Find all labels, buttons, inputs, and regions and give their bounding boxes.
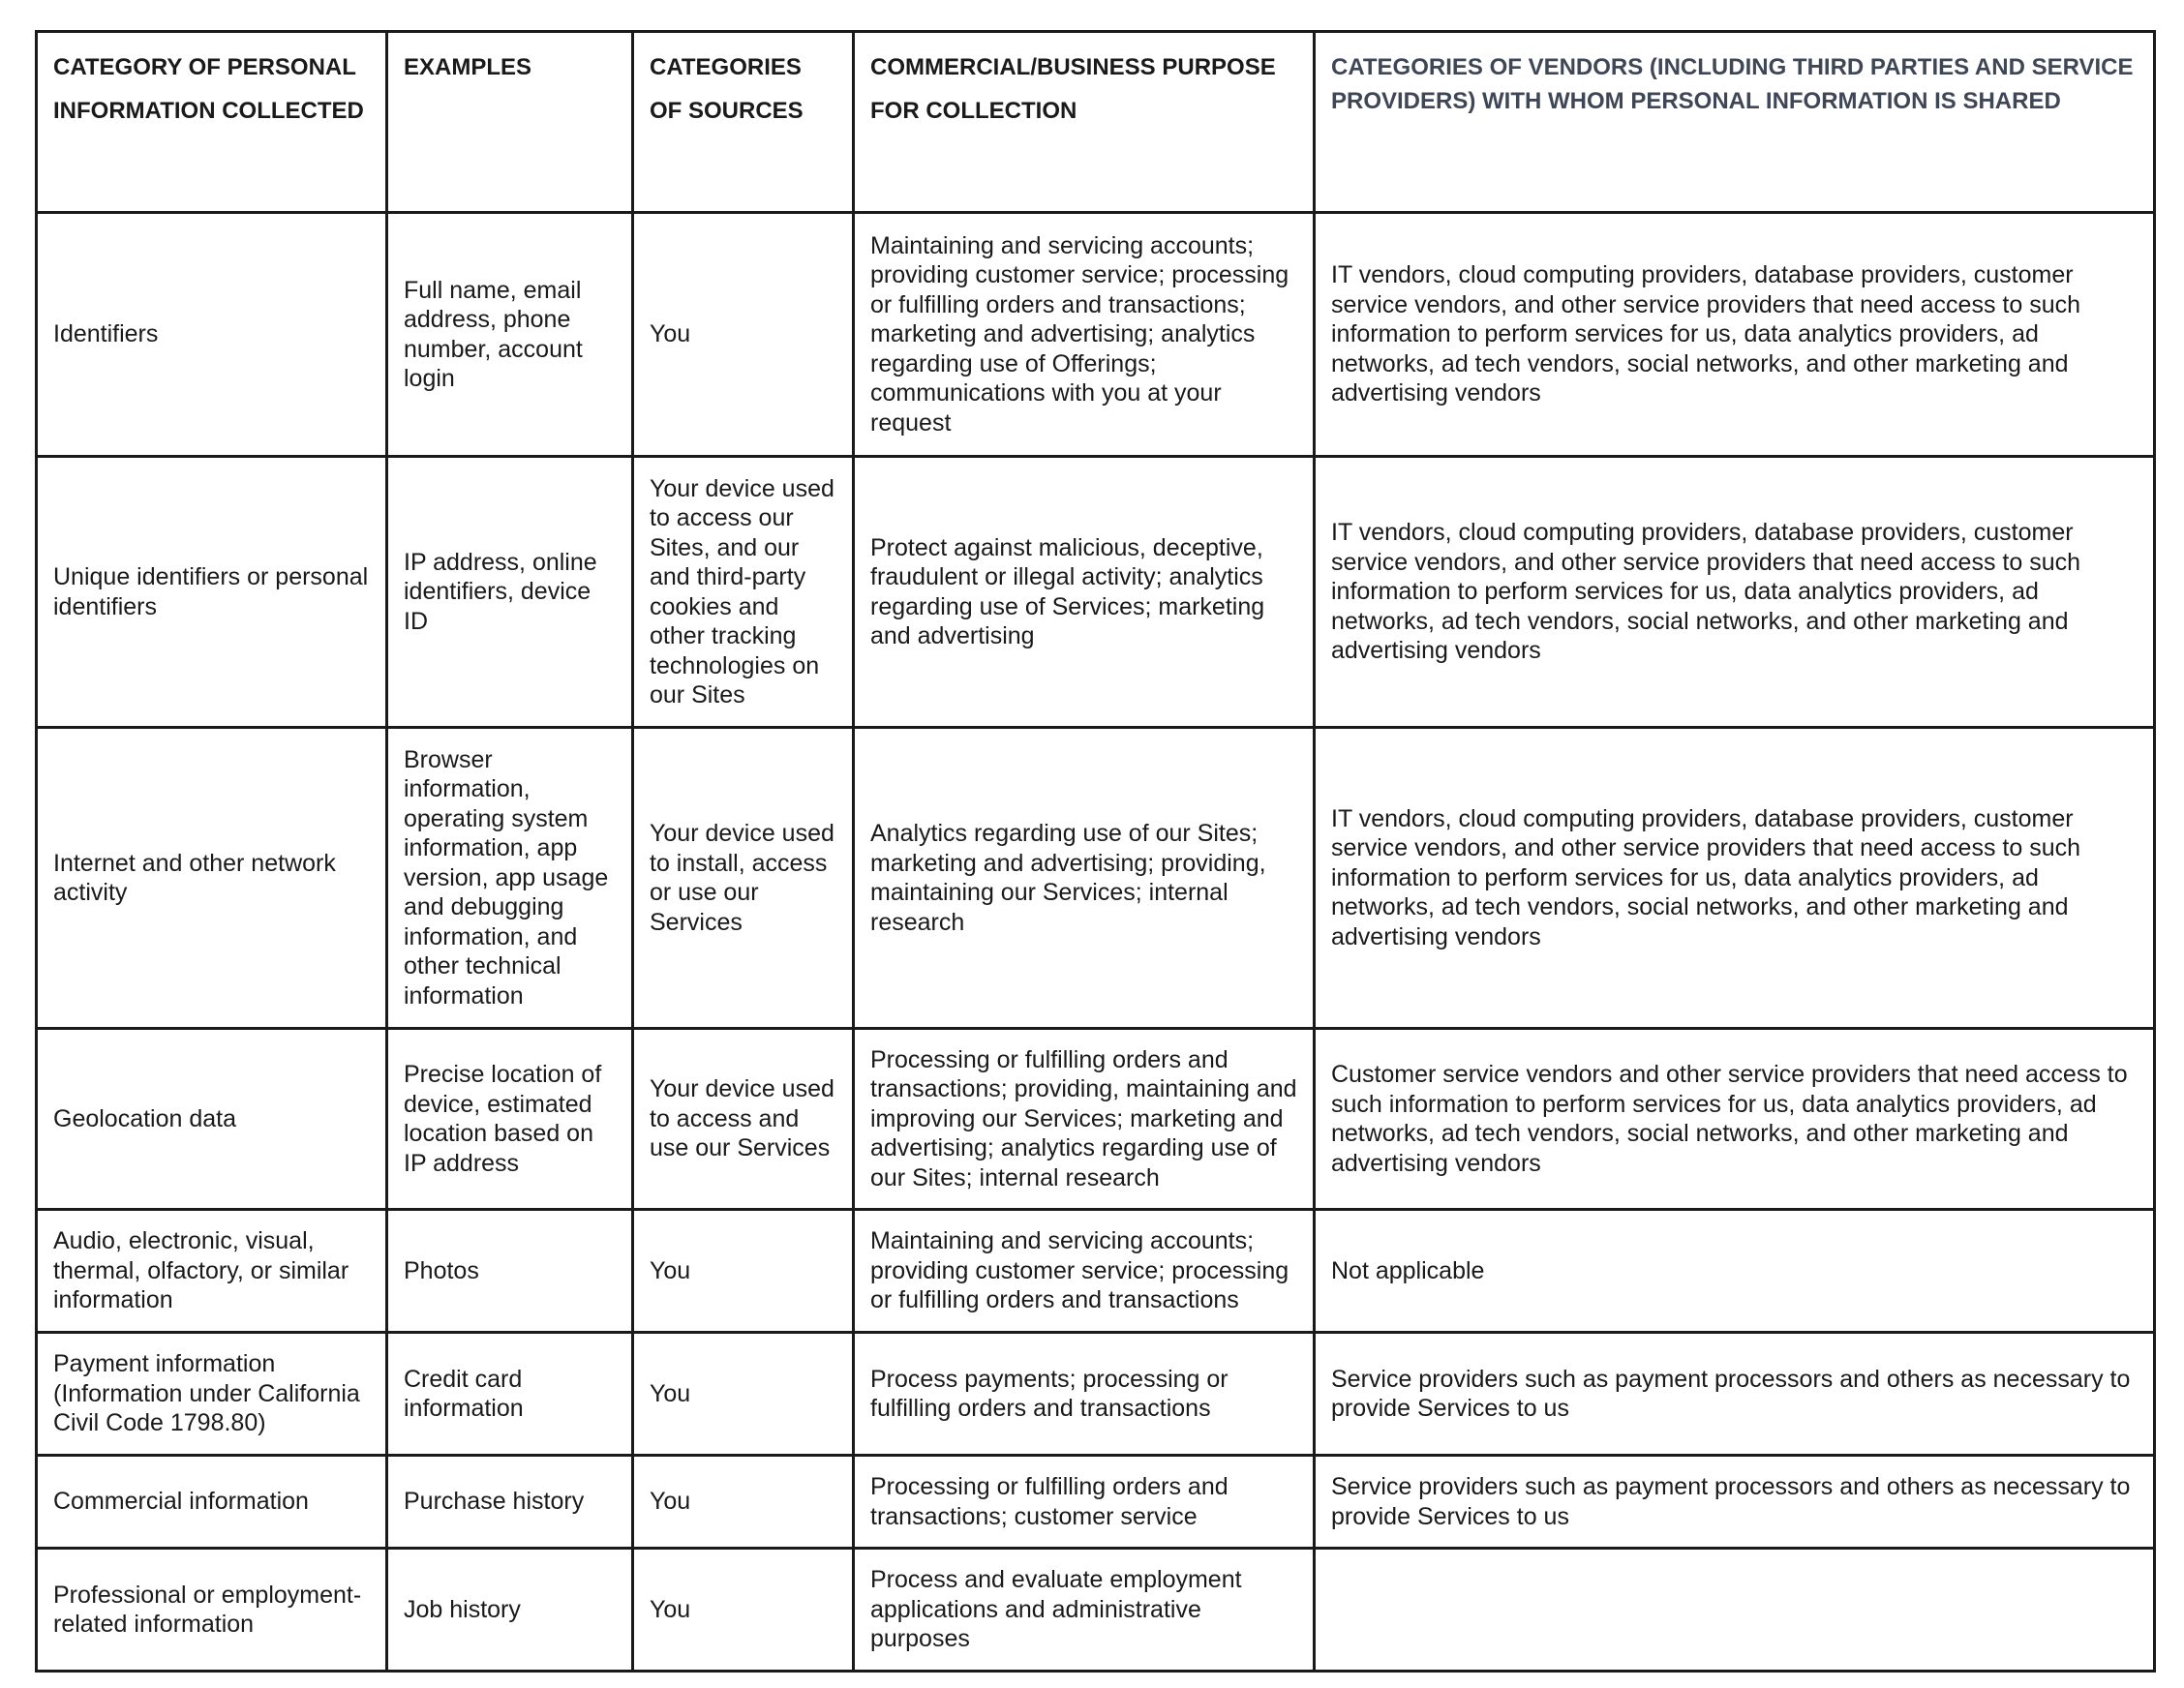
- cell-category: Payment information (Information under California Civil Code 1798.80): [37, 1333, 387, 1456]
- cell-sources: Your device used to access and use our Services: [633, 1029, 854, 1210]
- cell-sources: You: [633, 1210, 854, 1333]
- header-row: [37, 32, 2155, 213]
- cell-examples: Photos: [387, 1210, 633, 1333]
- table-row: [37, 1549, 2155, 1672]
- cell-purpose: Processing or fulfilling orders and transactions; providing, maintaining and improving our Services; marketing and advertising; analytics regarding use of our Sites; internal research: [854, 1029, 1315, 1210]
- cell-examples: Precise location of device, estimated location based on IP address: [387, 1029, 633, 1210]
- cell-purpose: Maintaining and servicing accounts; providing customer service; processing or fulfilling orders and transactions: [854, 1210, 1315, 1333]
- cell-purpose: Maintaining and servicing accounts; providing customer service; processing or fulfilling orders and transactions; marketing and advertising; analytics regarding use of Offerings; communications with you at your request: [854, 213, 1315, 457]
- cell-purpose: Process and evaluate employment applications and administrative purposes: [854, 1549, 1315, 1672]
- header-sources: CATEGORIES OF SOURCES: [633, 32, 854, 213]
- table-row: [37, 213, 2155, 457]
- table-header: [37, 32, 2155, 213]
- header-category: CATEGORY OF PERSONAL INFORMATION COLLECTED: [37, 32, 387, 213]
- table-row: [37, 728, 2155, 1029]
- cell-vendors: Not applicable: [1315, 1210, 2155, 1333]
- cell-sources: You: [633, 1456, 854, 1549]
- cell-sources: You: [633, 1333, 854, 1456]
- cell-vendors: [1315, 1549, 2155, 1672]
- cell-examples: Full name, email address, phone number, account login: [387, 213, 633, 457]
- cell-purpose: Analytics regarding use of our Sites; marketing and advertising; providing, maintaining our Services; internal research: [854, 728, 1315, 1029]
- cell-category: Identifiers: [37, 213, 387, 457]
- table-row: [37, 1456, 2155, 1549]
- table-row: [37, 457, 2155, 728]
- cell-category: Geolocation data: [37, 1029, 387, 1210]
- table-row: [37, 1029, 2155, 1210]
- cell-examples: Browser information, operating system information, app version, app usage and debugging information, and other technical information: [387, 728, 633, 1029]
- header-examples: EXAMPLES: [387, 32, 633, 213]
- cell-examples: IP address, online identifiers, device ID: [387, 457, 633, 728]
- cell-category: Internet and other network activity: [37, 728, 387, 1029]
- header-vendors: CATEGORIES OF VENDORS (INCLUDING THIRD PARTIES AND SERVICE PROVIDERS) WITH WHOM PERSONAL INFORMATION IS SHARED: [1315, 32, 2155, 213]
- cell-examples: Credit card information: [387, 1333, 633, 1456]
- table-body: [37, 213, 2155, 1672]
- cell-examples: Purchase history: [387, 1456, 633, 1549]
- cell-category: Commercial information: [37, 1456, 387, 1549]
- table-row: [37, 1210, 2155, 1333]
- cell-vendors: Service providers such as payment processors and others as necessary to provide Services to us: [1315, 1456, 2155, 1549]
- cell-vendors: IT vendors, cloud computing providers, database providers, customer service vendors, and other service providers that need access to such information to perform services for us, data analytics providers, ad networks, ad tech vendors, social networks, and other marketing and advertising vendors: [1315, 457, 2155, 728]
- cell-sources: You: [633, 1549, 854, 1672]
- personal-information-table: [35, 30, 2156, 1673]
- cell-sources: You: [633, 213, 854, 457]
- cell-category: Professional or employment-related information: [37, 1549, 387, 1672]
- cell-category: Unique identifiers or personal identifiers: [37, 457, 387, 728]
- cell-sources: Your device used to install, access or use our Services: [633, 728, 854, 1029]
- cell-vendors: Customer service vendors and other service providers that need access to such information to perform services for us, data analytics providers, ad networks, ad tech vendors, social networks, and other marketing and advertising vendors: [1315, 1029, 2155, 1210]
- cell-vendors: IT vendors, cloud computing providers, database providers, customer service vendors, and other service providers that need access to such information to perform services for us, data analytics providers, ad networks, ad tech vendors, social networks, and other marketing and advertising vendors: [1315, 213, 2155, 457]
- table-row: [37, 1333, 2155, 1456]
- cell-category: Audio, electronic, visual, thermal, olfactory, or similar information: [37, 1210, 387, 1333]
- cell-purpose: Processing or fulfilling orders and transactions; customer service: [854, 1456, 1315, 1549]
- cell-vendors: IT vendors, cloud computing providers, database providers, customer service vendors, and other service providers that need access to such information to perform services for us, data analytics providers, ad networks, ad tech vendors, social networks, and other marketing and advertising vendors: [1315, 728, 2155, 1029]
- cell-purpose: Protect against malicious, deceptive, fraudulent or illegal activity; analytics regarding use of Services; marketing and advertising: [854, 457, 1315, 728]
- cell-examples: Job history: [387, 1549, 633, 1672]
- cell-vendors: Service providers such as payment processors and others as necessary to provide Services to us: [1315, 1333, 2155, 1456]
- header-purpose: COMMERCIAL/BUSINESS PURPOSE FOR COLLECTION: [854, 32, 1315, 213]
- cell-sources: Your device used to access our Sites, and our and third-party cookies and other tracking technologies on our Sites: [633, 457, 854, 728]
- cell-purpose: Process payments; processing or fulfilling orders and transactions: [854, 1333, 1315, 1456]
